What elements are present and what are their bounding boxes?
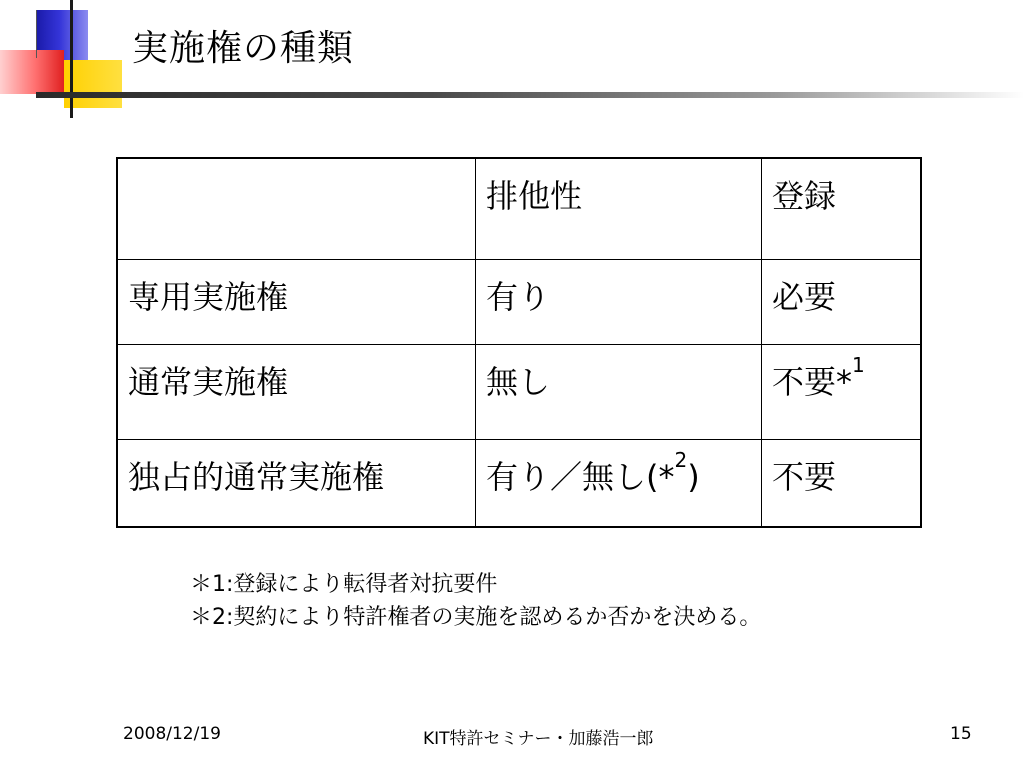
table-row <box>117 345 921 440</box>
registration-text: 不要* <box>772 363 853 401</box>
decor-thin-line <box>36 10 37 58</box>
exclusivity-tail: ) <box>687 458 700 496</box>
footnote-ref-1: 1 <box>852 353 865 377</box>
license-types-table <box>116 157 922 528</box>
table-header-row <box>117 158 921 260</box>
decor-red-square <box>0 50 64 94</box>
footnote-text: 登録により転得者対抗要件 <box>233 572 498 597</box>
row-exclusivity-cell: 有り <box>476 260 762 345</box>
row-registration-cell: 必要 <box>762 260 922 345</box>
decor-title-underline <box>36 92 1024 98</box>
footnote-1 <box>190 571 497 599</box>
footer-date: 2008/12/19 <box>123 724 221 744</box>
row-exclusivity-cell: 無し <box>476 345 762 440</box>
row-name-cell: 独占的通常実施権 <box>117 440 476 528</box>
table-row <box>117 260 921 345</box>
table-row <box>117 440 921 528</box>
header-cell-exclusivity: 排他性 <box>476 158 762 260</box>
row-name-cell: 通常実施権 <box>117 345 476 440</box>
footnote-mark: ＊1: <box>190 572 234 597</box>
footnote-text: 契約により特許権者の実施を認めるか否かを決める。 <box>233 605 762 630</box>
row-registration-cell: 不要 <box>762 440 922 528</box>
footnote-2 <box>190 604 761 632</box>
row-exclusivity-cell <box>476 440 762 528</box>
header-cell-empty <box>117 158 476 260</box>
footer-page-number: 15 <box>950 724 972 744</box>
row-registration-cell <box>762 345 922 440</box>
footer-presenter: KIT特許セミナー・加藤浩一郎 <box>423 729 654 749</box>
slide-title: 実施権の種類 <box>132 28 355 69</box>
decor-vertical-line <box>70 0 73 118</box>
footnote-mark: ＊2: <box>190 605 234 630</box>
header-cell-registration: 登録 <box>762 158 922 260</box>
row-name-cell: 専用実施権 <box>117 260 476 345</box>
exclusivity-text: 有り／無し(* <box>486 458 675 496</box>
footnote-ref-2: 2 <box>674 448 688 472</box>
